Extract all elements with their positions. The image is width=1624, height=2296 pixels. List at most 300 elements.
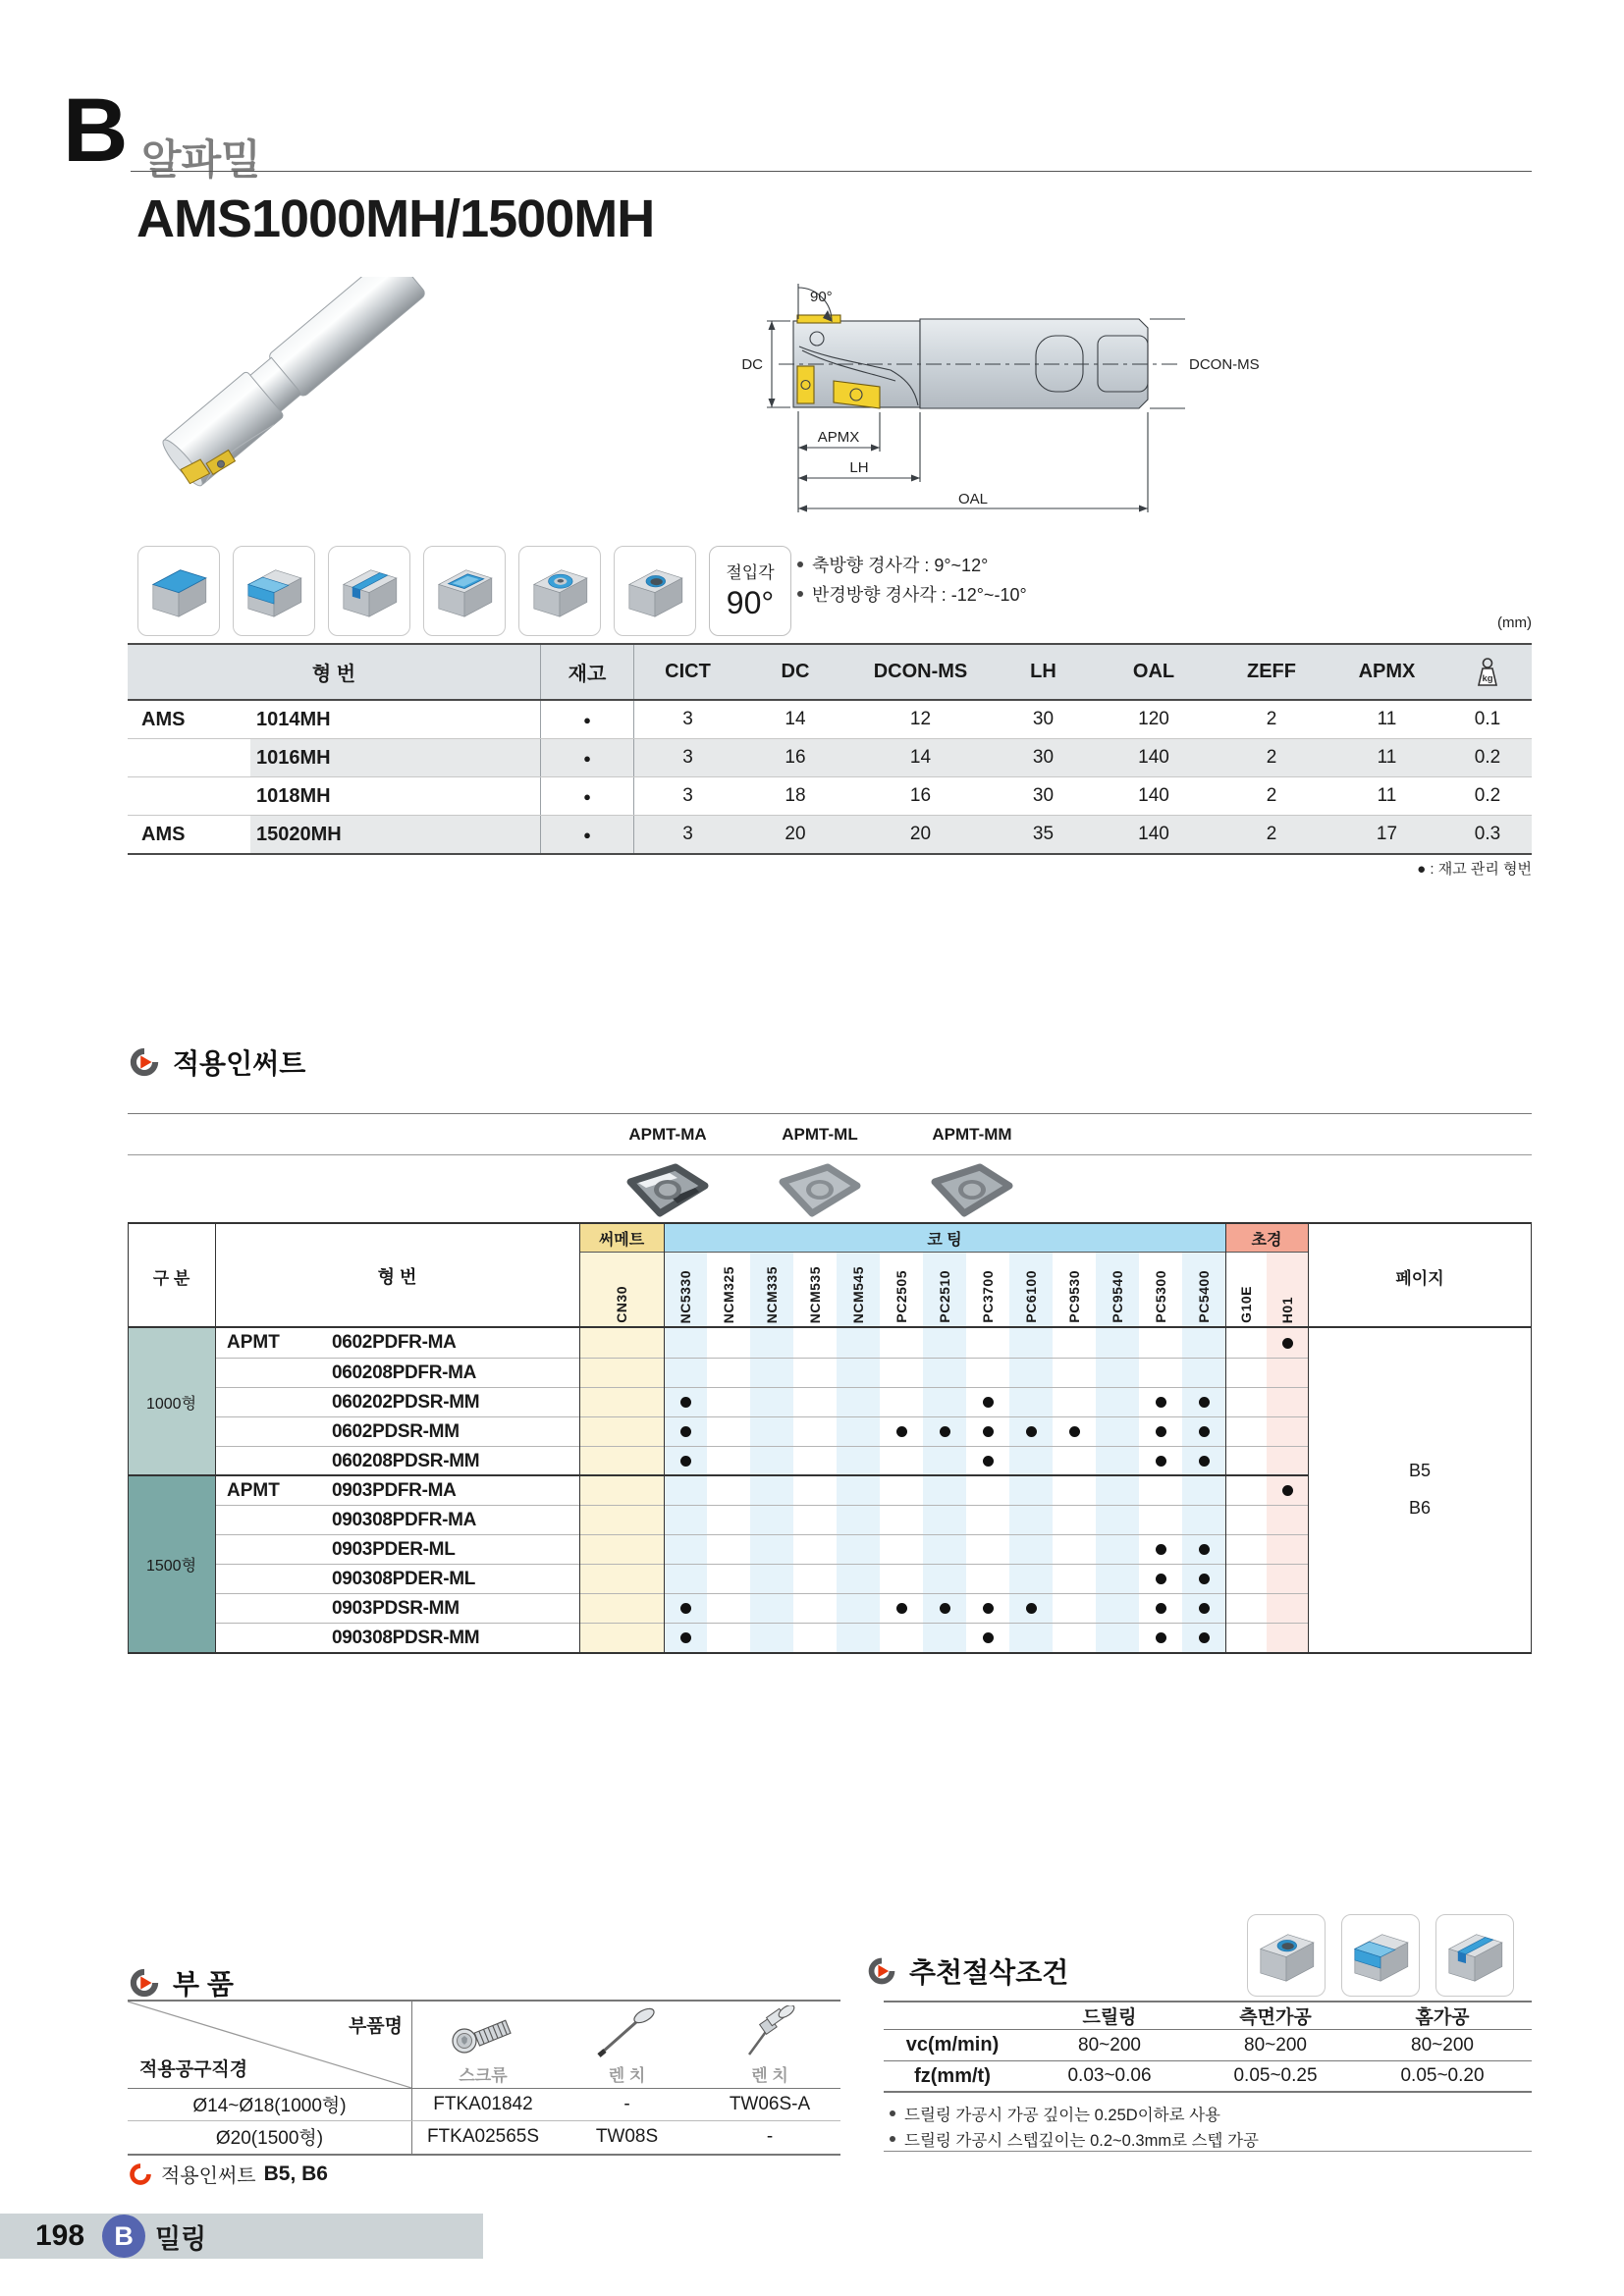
grade-cell xyxy=(1182,1535,1225,1564)
grade-cell xyxy=(966,1476,1009,1505)
availability-dot xyxy=(940,1603,950,1614)
availability-dot xyxy=(1156,1426,1166,1437)
counterbore-milling-icon xyxy=(518,546,601,636)
grade-cell xyxy=(1267,1447,1308,1475)
part-label: 렌 치 xyxy=(751,2065,788,2085)
spec-table xyxy=(128,643,1532,855)
page-ref: B6 xyxy=(1408,1498,1432,1518)
grade-label-NC5330 xyxy=(664,1252,707,1328)
tool-dimension-diagram xyxy=(653,240,1262,520)
unit-label: (mm) xyxy=(1497,614,1532,631)
grade-cell xyxy=(966,1447,1009,1475)
insert-section-title: 적용인써트 xyxy=(173,1048,306,1079)
table-line xyxy=(128,1224,129,1652)
insert-model: 0903PDER-ML xyxy=(332,1538,456,1560)
spec-column-header: 재고 xyxy=(540,645,633,699)
grade-cell xyxy=(880,1476,923,1505)
grade-label-PC2510 xyxy=(923,1252,966,1328)
slot-milling-icon xyxy=(1435,1914,1514,1997)
spec-cell: 16 xyxy=(741,739,849,776)
grade-label-CN30 xyxy=(579,1252,664,1328)
spec-cell: ● xyxy=(540,701,633,738)
spec-cell: 2 xyxy=(1266,785,1277,806)
spec-column-header: LH xyxy=(1030,661,1056,682)
page-reference-cell xyxy=(1308,1328,1532,1652)
grade-cell xyxy=(880,1565,923,1593)
grade-cell xyxy=(579,1476,664,1505)
grade-cell xyxy=(1009,1447,1053,1475)
table-line xyxy=(664,1224,665,1652)
grade-label-G10E xyxy=(1225,1252,1267,1328)
insert-prefix: APMT xyxy=(227,1332,280,1353)
grade-cell xyxy=(1225,1328,1267,1358)
grade-label-NCM335 xyxy=(750,1252,793,1328)
grade-cell xyxy=(966,1417,1009,1446)
grade-cell xyxy=(1053,1417,1096,1446)
grade-cell xyxy=(1182,1447,1225,1475)
grade-cell xyxy=(1182,1476,1225,1505)
grade-cell xyxy=(1053,1594,1096,1623)
grade-cell xyxy=(664,1447,707,1475)
insert-prefix: APMT xyxy=(227,1479,280,1501)
availability-dot xyxy=(1156,1603,1166,1614)
spec-cell: 11 xyxy=(1377,709,1397,729)
grade-cell xyxy=(880,1388,923,1416)
grade-cell xyxy=(1225,1417,1267,1446)
parts-cell: TW06S-A xyxy=(729,2093,811,2114)
model-column-header: 형 번 xyxy=(377,1267,417,1287)
parts-row xyxy=(128,2120,840,2153)
grade-cell xyxy=(1096,1624,1139,1652)
grade-cell xyxy=(579,1388,664,1416)
grade-cell xyxy=(793,1359,837,1387)
grade-cell xyxy=(1225,1388,1267,1416)
grade-cell xyxy=(579,1417,664,1446)
spec-cell: 2 xyxy=(1266,709,1277,729)
grade-cell xyxy=(1267,1506,1308,1534)
conditions-section-title: 추천절삭조건 xyxy=(909,1957,1069,1988)
title-rule xyxy=(131,171,1532,172)
grade-cell xyxy=(707,1624,750,1652)
grade-cell xyxy=(1267,1565,1308,1593)
insert-row xyxy=(215,1564,1308,1593)
grade-cell xyxy=(579,1624,664,1652)
grade-cell xyxy=(1267,1388,1308,1416)
grade-cell xyxy=(1182,1565,1225,1593)
availability-dot xyxy=(680,1397,691,1408)
parts-cell: TW08S xyxy=(595,2125,659,2147)
spec-cell: 35 xyxy=(992,816,1095,853)
insert-model: 090308PDSR-MM xyxy=(332,1627,480,1648)
conditions-value: 80~200 xyxy=(1411,2034,1474,2056)
grade-cell xyxy=(880,1328,923,1358)
spec-row xyxy=(128,815,1532,853)
table-line xyxy=(128,1474,1308,1476)
insert-type-label: APMT-MA xyxy=(628,1125,707,1144)
availability-dot xyxy=(680,1603,691,1614)
grade-cell xyxy=(837,1624,880,1652)
spec-cell: ● xyxy=(540,739,633,776)
grade-cell xyxy=(1139,1565,1182,1593)
grade-cell xyxy=(664,1565,707,1593)
grade-cell xyxy=(1182,1388,1225,1416)
spec-column-header: OAL xyxy=(1132,661,1175,682)
insert-row xyxy=(215,1593,1308,1623)
availability-dot xyxy=(1156,1632,1166,1643)
parts-corner-top: 부품명 xyxy=(348,2016,403,2037)
grade-label-PC3700 xyxy=(966,1252,1009,1328)
grade-name: G10E xyxy=(1238,1286,1254,1323)
conditions-value: 0.05~0.25 xyxy=(1233,2065,1318,2086)
grade-cell xyxy=(750,1624,793,1652)
tool-photo xyxy=(142,277,486,488)
grade-cell xyxy=(1009,1417,1053,1446)
table-line xyxy=(579,1224,580,1652)
insert-row xyxy=(215,1534,1308,1564)
section-bullet-icon xyxy=(128,1045,161,1079)
parts-corner-bottom: 적용공구직경 xyxy=(139,2059,248,2080)
conditions-table-body xyxy=(884,2030,1532,2093)
spec-cell: 140 xyxy=(1095,816,1213,853)
apmx-dim-label: APMX xyxy=(817,429,860,446)
grade-name: PC5300 xyxy=(1153,1270,1168,1323)
grade-label-H01 xyxy=(1267,1252,1308,1328)
grade-cell xyxy=(837,1359,880,1387)
grade-cell xyxy=(966,1328,1009,1358)
grade-cell xyxy=(1009,1388,1053,1416)
footer-band xyxy=(0,2214,483,2259)
grade-name: CN30 xyxy=(614,1286,629,1323)
grade-cell xyxy=(837,1535,880,1564)
conditions-row-label: fz(mm/t) xyxy=(914,2064,991,2087)
grade-label-PC6100 xyxy=(1009,1252,1053,1328)
insert-prefix xyxy=(215,1417,328,1446)
insert-row xyxy=(215,1328,1308,1358)
grade-cell xyxy=(837,1594,880,1623)
table-line xyxy=(579,1252,1308,1253)
group-1500-cell: 1500형 xyxy=(128,1475,215,1652)
grade-name: PC9540 xyxy=(1110,1270,1125,1323)
applicable-inserts-label: 적용인써트 xyxy=(161,2165,256,2187)
grade-cell xyxy=(1139,1447,1182,1475)
grade-cell xyxy=(1096,1417,1139,1446)
insert-type-label: APMT-ML xyxy=(782,1125,858,1144)
spec-cell: 1018MH xyxy=(256,784,331,807)
availability-dot xyxy=(1199,1397,1210,1408)
insert-model: 060202PDSR-MM xyxy=(332,1391,480,1413)
grade-cell xyxy=(1096,1476,1139,1505)
spec-cell: 1016MH xyxy=(250,739,540,776)
insert-row xyxy=(215,1358,1308,1387)
grade-name: H01 xyxy=(1279,1296,1295,1323)
grade-cell xyxy=(880,1535,923,1564)
spec-cell: 30 xyxy=(992,739,1095,776)
dc-dim-label: DC xyxy=(741,356,763,373)
applicable-inserts-line xyxy=(128,2160,328,2188)
grade-cell xyxy=(793,1476,837,1505)
page-ref: B5 xyxy=(1408,1461,1432,1481)
grade-name: PC2510 xyxy=(937,1270,952,1323)
insert-table xyxy=(128,1222,1532,1654)
availability-dot xyxy=(983,1632,994,1643)
grade-cell xyxy=(1053,1359,1096,1387)
grade-cell xyxy=(1139,1624,1182,1652)
footer-section-label: 밀링 xyxy=(155,2223,207,2254)
grade-cell xyxy=(1139,1417,1182,1446)
spec-cell: 3 xyxy=(633,701,741,738)
conditions-row xyxy=(884,2061,1532,2093)
grade-cell xyxy=(837,1476,880,1505)
insert-type-label: APMT-MM xyxy=(932,1125,1012,1144)
grade-label-NCM545 xyxy=(837,1252,880,1328)
grade-cell xyxy=(750,1594,793,1623)
spec-cell: 17 xyxy=(1330,816,1443,853)
grade-cell xyxy=(750,1447,793,1475)
spec-column-header: DCON-MS xyxy=(873,661,968,682)
availability-dot xyxy=(1199,1544,1210,1555)
spec-cell: 11 xyxy=(1377,785,1397,806)
grade-cell xyxy=(837,1328,880,1358)
grade-cell xyxy=(1182,1417,1225,1446)
spec-column-header: CICT xyxy=(633,645,741,699)
conditions-value: 0.05~0.20 xyxy=(1400,2065,1485,2086)
parts-row xyxy=(128,2088,840,2120)
availability-dot xyxy=(1156,1456,1166,1467)
conditions-column-header: 드릴링 xyxy=(1082,2007,1137,2028)
grade-cell xyxy=(707,1328,750,1358)
table-line xyxy=(128,2120,840,2121)
section-bullet-icon xyxy=(866,1955,897,1987)
grade-name: NCM545 xyxy=(850,1265,866,1323)
grade-cell xyxy=(664,1535,707,1564)
cermet-group-header: 써메트 xyxy=(579,1224,664,1252)
grade-cell xyxy=(579,1506,664,1534)
insert-model: 0903PDFR-MA xyxy=(332,1479,457,1501)
grade-cell xyxy=(966,1359,1009,1387)
grade-cell xyxy=(923,1565,966,1593)
spec-cell: 12 xyxy=(909,709,932,729)
parts-cell: FTKA02565S xyxy=(426,2125,540,2147)
grade-cell xyxy=(1267,1359,1308,1387)
section-bullet-icon xyxy=(128,1966,161,2000)
grade-cell xyxy=(1182,1359,1225,1387)
geometry-note xyxy=(797,579,1308,609)
grade-cell xyxy=(1096,1447,1139,1475)
grade-cell xyxy=(1053,1388,1096,1416)
condition-note xyxy=(890,2126,1518,2152)
page-title: AMS1000MH/1500MH xyxy=(136,189,655,248)
spec-table-header xyxy=(128,645,1532,701)
shoulder-milling-icon xyxy=(233,546,315,636)
angle-box-label: 절입각 xyxy=(726,563,775,582)
carbide-group-header: 초경 xyxy=(1225,1224,1308,1252)
grade-cell xyxy=(966,1506,1009,1534)
conditions-table xyxy=(884,2001,1532,2093)
conditions-notes xyxy=(890,2101,1518,2152)
availability-dot xyxy=(1199,1456,1210,1467)
availability-dot xyxy=(1026,1426,1037,1437)
grade-name: NCM335 xyxy=(764,1265,780,1323)
availability-dot xyxy=(1282,1338,1293,1349)
cutting-angle-box xyxy=(709,546,791,636)
conditions-value: 0.03~0.06 xyxy=(1067,2065,1152,2086)
grade-cell xyxy=(880,1359,923,1387)
grade-cell xyxy=(923,1624,966,1652)
lh-dim-label: LH xyxy=(849,459,869,476)
spec-cell: 140 xyxy=(1095,739,1213,776)
parts-cell: FTKA01842 xyxy=(433,2093,533,2114)
grade-cell xyxy=(707,1565,750,1593)
divider xyxy=(128,1113,1532,1114)
spec-cell: AMS xyxy=(141,708,186,730)
grade-cell xyxy=(707,1447,750,1475)
table-line xyxy=(128,1326,1532,1328)
grade-cell xyxy=(793,1447,837,1475)
spec-cell: 3 xyxy=(633,777,741,815)
slot-milling-icon xyxy=(328,546,410,636)
condition-note-text: 드릴링 가공시 가공 깊이는 0.25D이하로 사용 xyxy=(904,2107,1220,2124)
grade-cell xyxy=(880,1624,923,1652)
table-line xyxy=(1531,1224,1532,1652)
grade-cell xyxy=(793,1594,837,1623)
svg-text:kg: kg xyxy=(1482,672,1493,684)
stock-footnote: ● : 재고 관리 형번 xyxy=(1417,861,1532,878)
grade-cell xyxy=(923,1535,966,1564)
applicable-inserts-pages: B5, B6 xyxy=(263,2162,328,2185)
conditions-corner xyxy=(884,2002,1021,2029)
grade-cell xyxy=(750,1359,793,1387)
grade-cell xyxy=(579,1565,664,1593)
grade-cell xyxy=(1053,1535,1096,1564)
insert-model: 090308PDER-ML xyxy=(332,1568,476,1589)
grade-cell xyxy=(1225,1476,1267,1505)
spec-cell: 20 xyxy=(741,816,849,853)
pocket-milling-icon xyxy=(423,546,506,636)
wrench-icon xyxy=(555,2005,699,2058)
availability-dot xyxy=(940,1426,950,1437)
grade-name: NCM325 xyxy=(721,1265,736,1323)
part-label: 스크류 xyxy=(459,2065,508,2085)
grade-label-PC5300 xyxy=(1139,1252,1182,1328)
spec-column-header: ZEFF xyxy=(1247,661,1296,682)
page-column-header: 페이지 xyxy=(1395,1268,1444,1288)
grade-cell xyxy=(750,1388,793,1416)
insert-model: 090308PDFR-MA xyxy=(332,1509,477,1530)
grade-cell xyxy=(1139,1359,1182,1387)
spec-cell xyxy=(128,777,250,815)
part-label: 렌 치 xyxy=(608,2065,646,2085)
grade-cell xyxy=(1009,1506,1053,1534)
spec-column-header: 형 번 xyxy=(311,664,356,685)
spec-cell: 11 xyxy=(1330,739,1443,776)
insert-model: 0602PDSR-MM xyxy=(332,1420,460,1442)
spec-cell: 3 xyxy=(633,739,741,776)
conditions-row xyxy=(884,2030,1532,2061)
grade-cell xyxy=(837,1565,880,1593)
spec-cell: 14 xyxy=(785,709,806,729)
parts-section-title: 부 품 xyxy=(173,1969,234,2000)
insert-photo-apmt-ma xyxy=(621,1162,715,1219)
grade-label-PC2505 xyxy=(880,1252,923,1328)
grade-cell xyxy=(1225,1624,1267,1652)
conditions-value: 80~200 xyxy=(1244,2034,1307,2056)
grade-cell xyxy=(1009,1328,1053,1358)
bullet-icon xyxy=(797,561,803,567)
grade-cell xyxy=(1096,1388,1139,1416)
grade-cell xyxy=(1139,1535,1182,1564)
grade-cell xyxy=(793,1328,837,1358)
grade-cell xyxy=(1139,1388,1182,1416)
spec-table-body xyxy=(128,701,1532,853)
wrench-icon xyxy=(699,2005,840,2058)
spec-cell: ● xyxy=(540,777,633,815)
bullet-icon xyxy=(890,2110,895,2116)
grade-cell xyxy=(1139,1476,1182,1505)
insert-prefix xyxy=(215,1447,328,1475)
parts-table xyxy=(128,2000,840,2156)
table-line xyxy=(1225,1224,1226,1652)
grade-cell xyxy=(1225,1359,1267,1387)
footer-section-badge: B xyxy=(102,2215,145,2258)
group-1000-cell: 1000형 xyxy=(128,1328,215,1475)
spec-row xyxy=(128,776,1532,815)
grade-cell xyxy=(793,1388,837,1416)
spec-cell: 0.3 xyxy=(1443,816,1532,853)
spec-cell: 30 xyxy=(1032,785,1055,806)
grade-cell xyxy=(664,1328,707,1358)
availability-dot xyxy=(983,1603,994,1614)
grade-cell xyxy=(750,1506,793,1534)
grade-cell xyxy=(1267,1476,1308,1505)
grade-cell xyxy=(1009,1594,1053,1623)
insert-section-header xyxy=(128,1042,305,1082)
grade-name: PC3700 xyxy=(980,1270,996,1323)
availability-dot xyxy=(680,1456,691,1467)
insert-photo-apmt-ml xyxy=(773,1162,867,1219)
insert-prefix xyxy=(215,1594,328,1623)
insert-prefix xyxy=(215,1565,328,1593)
section-name: 알파밀 xyxy=(141,136,261,183)
grade-cell xyxy=(837,1447,880,1475)
spec-cell: 0.2 xyxy=(1443,739,1532,776)
grade-label-PC5400 xyxy=(1182,1252,1225,1328)
grade-cell xyxy=(880,1594,923,1623)
grade-cell xyxy=(750,1417,793,1446)
insert-prefix xyxy=(215,1506,328,1534)
grade-cell xyxy=(1139,1328,1182,1358)
grade-cell xyxy=(1267,1624,1308,1652)
grade-cell xyxy=(923,1417,966,1446)
angle-box-value: 90° xyxy=(726,585,775,620)
grade-cell xyxy=(923,1506,966,1534)
grade-cell xyxy=(750,1565,793,1593)
grade-cell xyxy=(1182,1624,1225,1652)
grade-cell xyxy=(793,1565,837,1593)
insert-photo-apmt-mm xyxy=(925,1162,1019,1219)
conditions-value: 80~200 xyxy=(1078,2034,1141,2056)
spec-cell: 1014MH xyxy=(256,708,331,730)
geometry-notes xyxy=(797,550,1308,609)
spec-cell: 15020MH xyxy=(250,816,540,853)
conditions-section-header xyxy=(866,1951,1068,1991)
section-bullet-icon-red xyxy=(128,2162,153,2187)
table-line xyxy=(411,2002,412,2154)
grade-cell xyxy=(707,1476,750,1505)
availability-dot xyxy=(1282,1485,1293,1496)
parts-cell: Ø14~Ø18(1000형) xyxy=(192,2096,347,2116)
grade-cell xyxy=(1267,1535,1308,1564)
spec-cell: 140 xyxy=(1138,785,1169,806)
